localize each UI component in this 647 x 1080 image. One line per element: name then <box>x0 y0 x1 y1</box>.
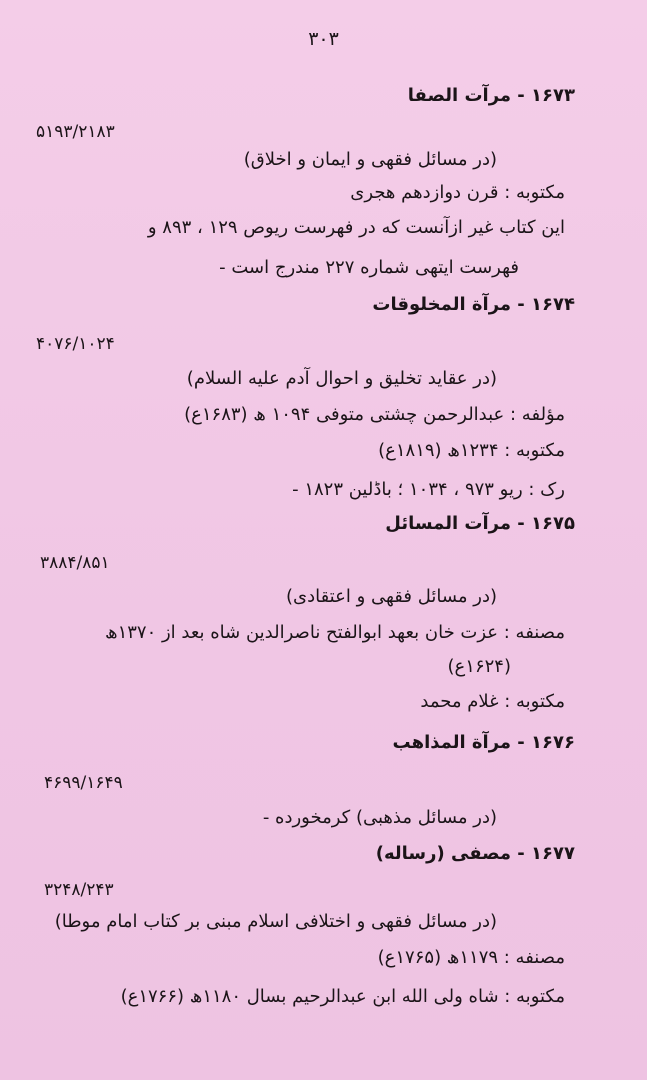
entry-line: (۱۶۲۴ع) <box>447 656 511 677</box>
entry-reference: ۴۶۹۹/۱۶۴۹ <box>44 773 123 793</box>
entry-subject: (در مسائل فقهی و اختلافی اسلام مبنی بر کتاب امام موطا) <box>54 911 497 932</box>
entry-subject: (در مسائل مذهبی) کرمخورده - <box>262 807 497 828</box>
entry-subject: (در مسائل فقهی و ایمان و اخلاق) <box>243 149 497 170</box>
entry-line: رک : ریو ۹۷۳ ، ۱۰۳۴ ؛ باڈلین ۱۸۲۳ - <box>292 479 565 500</box>
entry-line: این کتاب غیر ازآنست که در فهرست ریوص ۱۲۹ ، ۸۹۳ و <box>147 217 565 238</box>
entry-subject: (در عقاید تخلیق و احوال آدم علیه السلام) <box>186 368 497 389</box>
entry-line: مؤلفه : عبدالرحمن چشتی متوفی ۱۰۹۴ ھ (۱۶۸۳ع) <box>184 404 565 425</box>
entry-reference: ۳۲۴۸/۲۴۳ <box>44 880 114 900</box>
entry-header: ۱۶۷۶ - مرآة المذاهب <box>392 732 575 753</box>
entry-line: مصنفه : عزت خان بعهد ابوالفتح ناصرالدین شاه بعد از ۱۳۷۰ھ <box>105 622 565 643</box>
entry-reference: ۳۸۸۴/۸۵۱ <box>40 553 110 573</box>
entry-line: مکتوبه : ۱۲۳۴ھ (۱۸۱۹ع) <box>378 440 565 461</box>
entry-line: مکتوبه : غلام محمد <box>420 691 565 712</box>
entry-line: مصنفه : ۱۱۷۹ھ (۱۷۶۵ع) <box>377 947 565 968</box>
entry-line: مکتوبه : قرن دوازدهم هجری <box>350 182 565 203</box>
entry-subject: (در مسائل فقهی و اعتقادی) <box>285 586 497 607</box>
page-number: ۳۰۳ <box>308 28 339 50</box>
entry-reference: ۴۰۷۶/۱۰۲۴ <box>36 334 115 354</box>
entry-header: ۱۶۷۷ - مصفی (رساله) <box>375 843 575 864</box>
entry-header: ۱۶۷۳ - مرآت الصفا <box>407 85 575 106</box>
entry-line: فهرست ایتهی شماره ۲۲۷ مندرج است - <box>219 257 519 278</box>
entry-header: ۱۶۷۵ - مرآت المسائل <box>385 513 575 534</box>
entry-header: ۱۶۷۴ - مرآة المخلوقات <box>372 294 575 315</box>
entry-line: مکتوبه : شاه ولی الله ابن عبدالرحیم بسال ۱۱۸۰ھ (۱۷۶۶ع) <box>120 986 565 1007</box>
entry-reference: ۵۱۹۳/۲۱۸۳ <box>36 122 115 142</box>
